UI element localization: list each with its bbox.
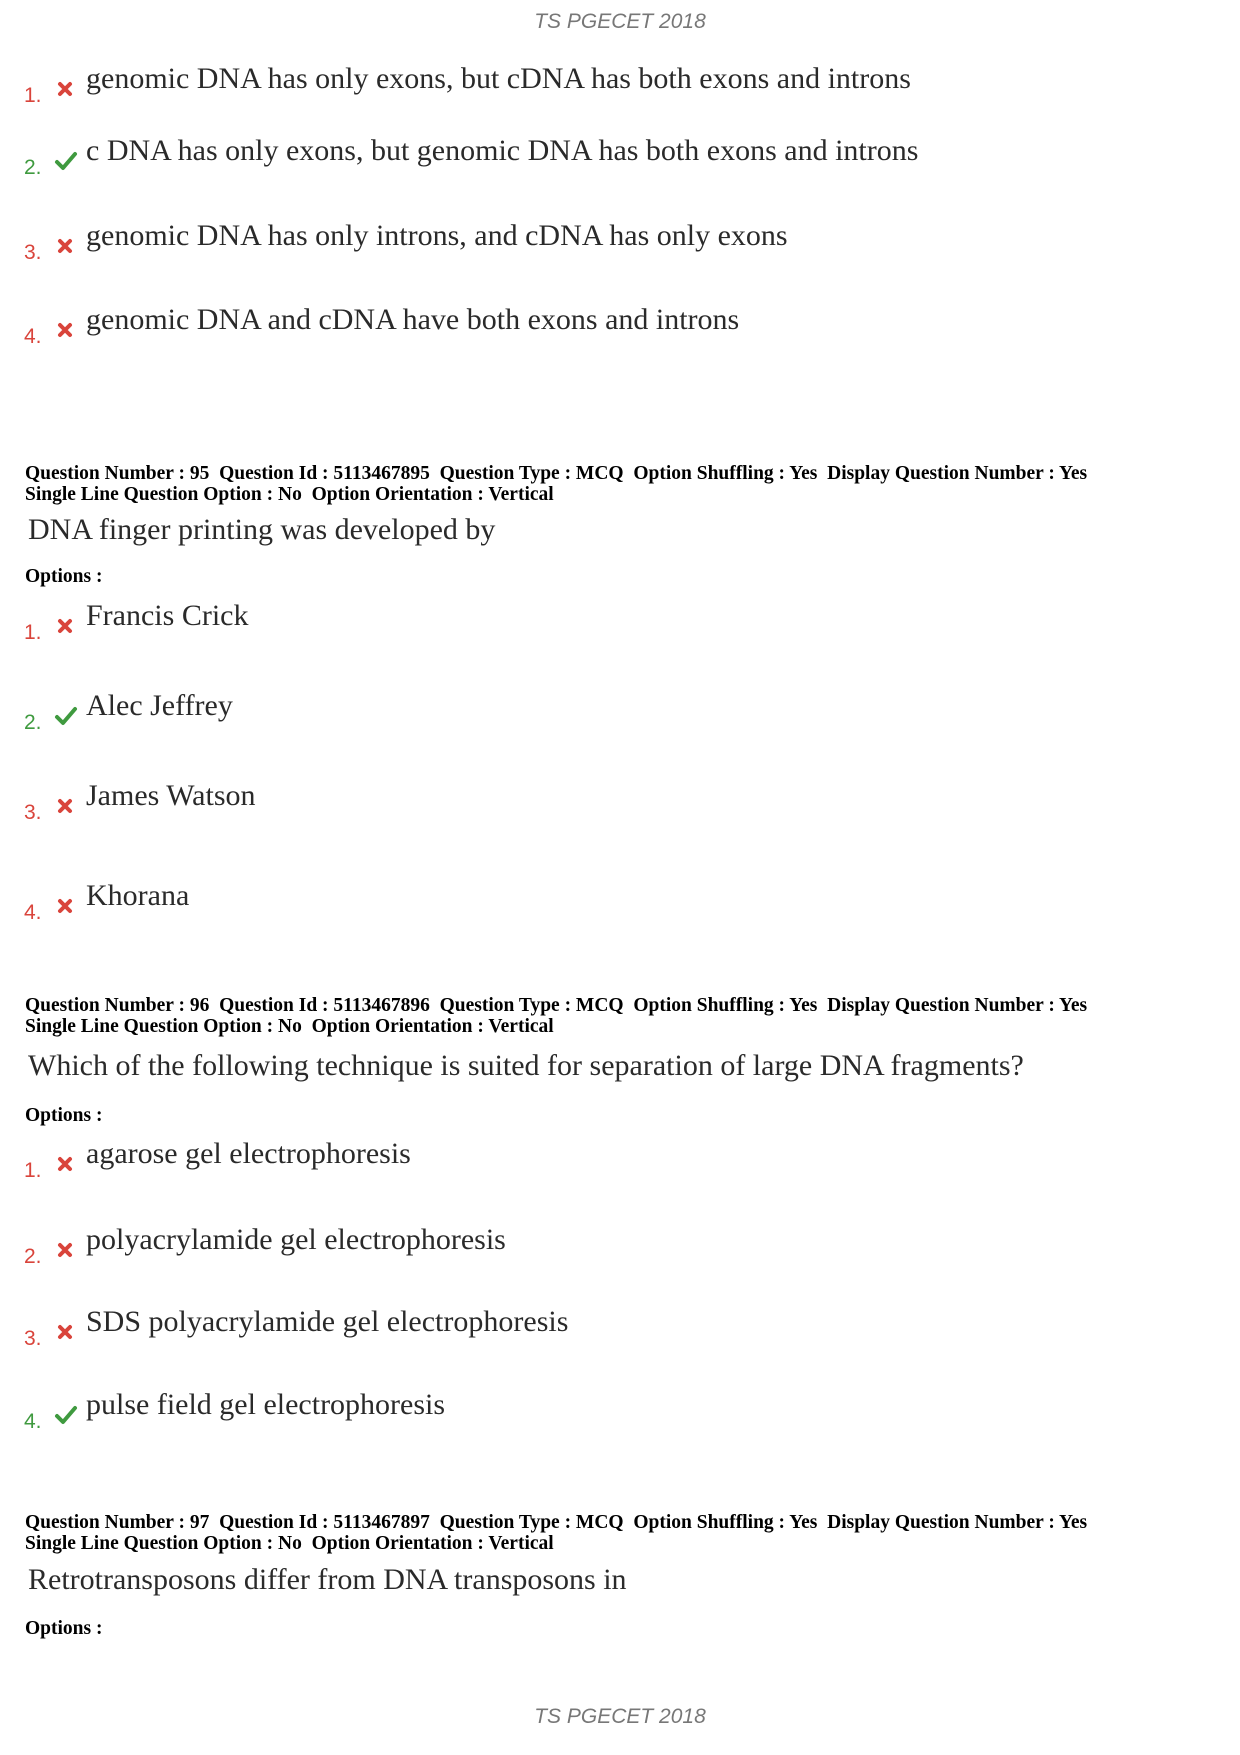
option-text: genomic DNA and cDNA have both exons and introns — [86, 303, 740, 336]
cross-icon — [54, 319, 78, 341]
option-number: 3. — [24, 241, 42, 264]
q95-option-3 — [24, 779, 1204, 823]
option-number: 1. — [24, 84, 42, 107]
option-text: James Watson — [86, 779, 256, 812]
option-number: 2. — [24, 711, 42, 734]
q97-options-label: Options : — [25, 1618, 103, 1639]
option-number: 3. — [24, 1327, 42, 1350]
cross-icon — [54, 1321, 78, 1343]
option-text: pulse field gel electrophoresis — [86, 1388, 446, 1421]
option-number: 4. — [24, 1410, 42, 1433]
cross-icon — [54, 1239, 78, 1261]
cross-icon — [54, 1153, 78, 1175]
option-number: 1. — [24, 1159, 42, 1182]
option-number: 4. — [24, 901, 42, 924]
q95-option-2 — [24, 689, 1204, 733]
q97-meta-line-2: Single Line Question Option : No Option Orientation : Vertical — [25, 1533, 554, 1554]
option-text: Alec Jeffrey — [86, 689, 233, 722]
q96-option-2 — [24, 1223, 1204, 1267]
q96-meta-line-1: Question Number : 96 Question Id : 5113467896 Question Type : MCQ Option Shuffling : Yes Display Question Number : Yes — [25, 995, 1088, 1016]
cross-icon — [54, 78, 78, 100]
option-number: 3. — [24, 801, 42, 824]
cross-icon — [54, 615, 78, 637]
option-text: Francis Crick — [86, 599, 249, 632]
q97-meta-line-1: Question Number : 97 Question Id : 5113467897 Question Type : MCQ Option Shuffling : Yes Display Question Number : Yes — [25, 1512, 1088, 1533]
q95-option-4 — [24, 879, 1204, 923]
cross-icon — [54, 895, 78, 917]
check-icon — [54, 150, 78, 172]
option-text: Khorana — [86, 879, 190, 912]
option-text: agarose gel electrophoresis — [86, 1137, 411, 1170]
q96-option-4 — [24, 1388, 1204, 1432]
option-text: SDS polyacrylamide gel electrophoresis — [86, 1305, 569, 1338]
q94-option-2 — [24, 134, 1204, 178]
q95-options-label: Options : — [25, 566, 103, 587]
option-number: 2. — [24, 156, 42, 179]
check-icon — [54, 705, 78, 727]
option-text: genomic DNA has only exons, but cDNA has both exons and introns — [86, 62, 911, 95]
q95-question-text: DNA finger printing was developed by — [28, 513, 496, 546]
page-header: TS PGECET 2018 — [534, 10, 706, 33]
q96-options-label: Options : — [25, 1105, 103, 1126]
q95-meta-line-2: Single Line Question Option : No Option Orientation : Vertical — [25, 484, 554, 505]
option-number: 2. — [24, 1245, 42, 1268]
q96-meta-line-2: Single Line Question Option : No Option Orientation : Vertical — [25, 1016, 554, 1037]
q94-option-3 — [24, 219, 1204, 263]
q96-option-1 — [24, 1137, 1204, 1181]
q94-option-4 — [24, 303, 1204, 347]
q96-option-3 — [24, 1305, 1204, 1349]
page-footer: TS PGECET 2018 — [534, 1705, 706, 1728]
q94-option-1 — [24, 62, 1204, 106]
option-number: 4. — [24, 325, 42, 348]
cross-icon — [54, 795, 78, 817]
option-number: 1. — [24, 621, 42, 644]
cross-icon — [54, 235, 78, 257]
q97-question-text: Retrotransposons differ from DNA transposons in — [28, 1563, 627, 1596]
q95-meta-line-1: Question Number : 95 Question Id : 5113467895 Question Type : MCQ Option Shuffling : Yes Display Question Number : Yes — [25, 463, 1088, 484]
option-text: polyacrylamide gel electrophoresis — [86, 1223, 506, 1256]
q96-question-text: Which of the following technique is suited for separation of large DNA fragments? — [28, 1049, 1024, 1082]
option-text: genomic DNA has only introns, and cDNA has only exons — [86, 219, 788, 252]
q95-option-1 — [24, 599, 1204, 643]
check-icon — [54, 1404, 78, 1426]
option-text: c DNA has only exons, but genomic DNA has both exons and introns — [86, 134, 919, 167]
